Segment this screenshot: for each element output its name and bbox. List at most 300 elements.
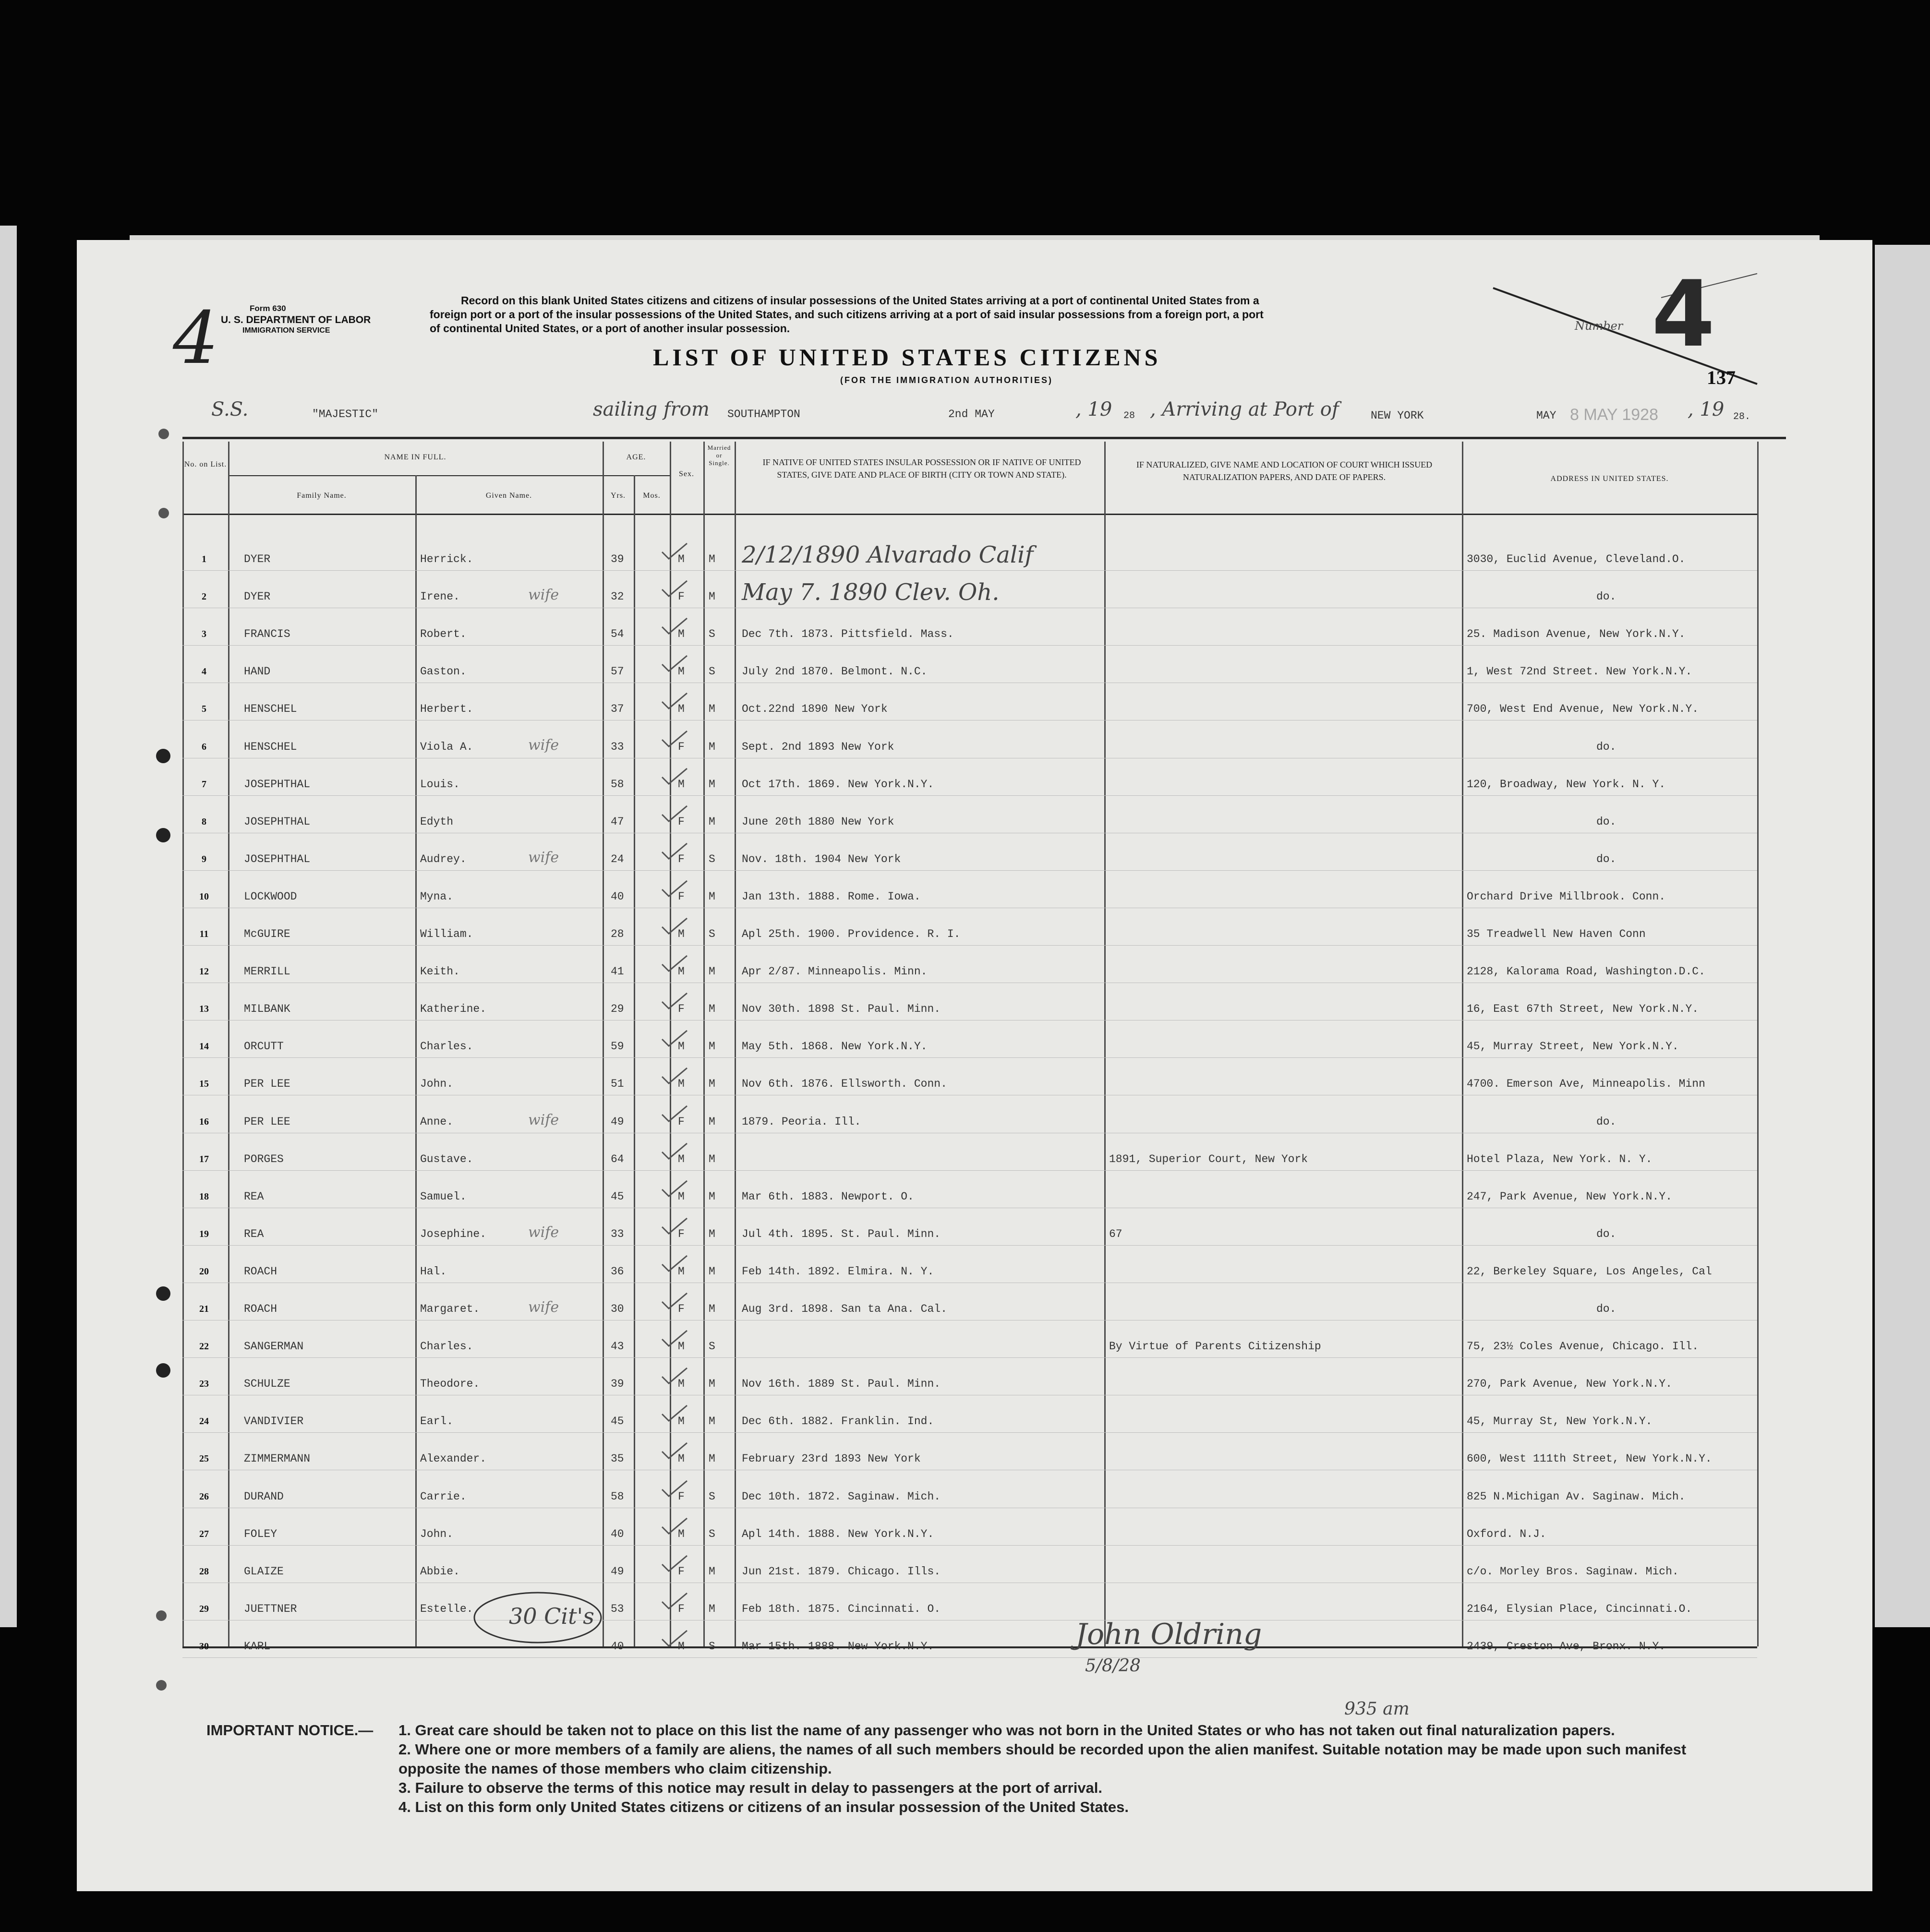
check-mark-icon	[660, 804, 689, 823]
family-name: VANDIVIER	[244, 1415, 304, 1428]
married-single: M	[709, 778, 715, 791]
important-notice	[398, 1721, 1704, 1817]
us-address: 4700. Emerson Ave, Minneapolis. Minn	[1467, 1078, 1705, 1090]
family-name: HAND	[244, 665, 271, 678]
married-single: M	[709, 1228, 715, 1240]
check-mark-icon	[660, 1104, 689, 1123]
given-name: Samuel.	[420, 1190, 467, 1203]
family-name: DYER	[244, 553, 271, 565]
wife-note: wife	[528, 1224, 559, 1241]
given-name: John.	[420, 1078, 454, 1090]
row-number: 5	[202, 704, 206, 714]
row-rule	[182, 945, 1757, 946]
family-name: ROACH	[244, 1303, 277, 1315]
birth-date-place: Oct.22nd 1890 New York	[742, 703, 888, 715]
sex: M	[678, 628, 685, 640]
row-number: 3	[202, 629, 206, 639]
check-mark-icon	[660, 1029, 689, 1048]
given-name: Herbert.	[420, 703, 473, 715]
form-subtitle: (FOR THE IMMIGRATION AUTHORITIES)	[840, 375, 1053, 385]
row-number: 21	[199, 1304, 209, 1314]
col-divider	[735, 442, 736, 1646]
check-mark-icon	[660, 1254, 689, 1273]
us-address: 22, Berkeley Square, Los Angeles, Cal	[1467, 1265, 1712, 1278]
birth-date-place: Dec 10th. 1872. Saginaw. Mich.	[742, 1490, 941, 1503]
us-address: do.	[1596, 853, 1616, 865]
given-name: Hal.	[420, 1265, 447, 1278]
sex: M	[678, 1265, 685, 1278]
age-years: 64	[611, 1153, 624, 1165]
header-months: Mos.	[643, 492, 661, 500]
binder-hole	[156, 1680, 167, 1691]
given-name: Charles.	[420, 1040, 473, 1053]
age-years: 45	[611, 1190, 624, 1203]
header-given-name: Given Name.	[485, 492, 532, 500]
sex: F	[678, 816, 685, 828]
row-number: 12	[199, 966, 209, 977]
departure-port: SOUTHAMPTON	[727, 408, 800, 420]
us-address: 25. Madison Avenue, New York.N.Y.	[1467, 628, 1686, 640]
sex: F	[678, 1565, 685, 1578]
sex: F	[678, 1116, 685, 1128]
family-name: McGUIRE	[244, 928, 290, 940]
birth-date-place: Feb 14th. 1892. Elmira. N. Y.	[742, 1265, 934, 1278]
sex: F	[678, 1228, 685, 1240]
check-mark-icon	[660, 1516, 689, 1536]
given-name: Josephine.	[420, 1228, 487, 1240]
sex: M	[678, 553, 685, 565]
sex: M	[678, 1190, 685, 1203]
arrival-date-stamp: 8 MAY 1928	[1570, 406, 1658, 424]
age-years: 40	[611, 1528, 624, 1540]
wife-note: wife	[528, 1112, 559, 1128]
family-name: SANGERMAN	[244, 1340, 304, 1353]
us-address: 3030, Euclid Avenue, Cleveland.O.	[1467, 553, 1686, 565]
check-mark-icon	[660, 616, 689, 636]
row-number: 18	[199, 1191, 209, 1202]
married-single: M	[709, 1603, 715, 1615]
us-address: 45, Murray Street, New York.N.Y.	[1467, 1040, 1679, 1053]
check-mark-icon	[660, 1291, 689, 1310]
family-name: REA	[244, 1228, 264, 1240]
age-years: 30	[611, 1303, 624, 1315]
us-address: do.	[1596, 1228, 1616, 1240]
us-address: 2164, Elysian Place, Cincinnati.O.	[1467, 1603, 1692, 1615]
table-top-rule	[182, 437, 1786, 439]
naturalization: 67	[1109, 1228, 1122, 1240]
arrival-month: MAY	[1536, 409, 1556, 422]
given-name: Gaston.	[420, 665, 467, 678]
family-name: KARL	[244, 1640, 271, 1653]
age-years: 49	[611, 1565, 624, 1578]
adjacent-page-left	[0, 226, 17, 1627]
binder-hole	[158, 508, 169, 518]
inspector-code: 935 am	[1344, 1699, 1410, 1719]
row-rule	[182, 1357, 1757, 1358]
check-mark-icon	[660, 691, 689, 710]
age-years: 47	[611, 816, 624, 828]
us-address: do.	[1596, 1303, 1616, 1315]
family-name: ORCUTT	[244, 1040, 284, 1053]
row-number: 25	[199, 1453, 209, 1464]
given-name: William.	[420, 928, 473, 940]
binder-hole	[156, 749, 170, 763]
check-mark-icon	[660, 1441, 689, 1460]
sex: F	[678, 1490, 685, 1503]
birth-date-place: Aug 3rd. 1898. San ta Ana. Cal.	[742, 1303, 947, 1315]
family-name: REA	[244, 1190, 264, 1203]
age-years: 33	[611, 741, 624, 753]
family-name: PER LEE	[244, 1116, 290, 1128]
birth-date-place: 1879. Peoria. Ill.	[742, 1116, 861, 1128]
binder-hole	[156, 1363, 170, 1378]
year-label-1: , 19	[1075, 398, 1112, 420]
age-years: 43	[611, 1340, 624, 1353]
age-years: 57	[611, 665, 624, 678]
notice-item-1: 1. Great care should be taken not to place on this list the name of any passenger who was not born in the United States or who has not taken out final naturalization papers.	[398, 1722, 1615, 1739]
binder-hole	[158, 429, 169, 439]
age-subheader-rule	[603, 475, 670, 476]
row-number: 7	[202, 779, 206, 790]
us-address: do.	[1596, 816, 1616, 828]
married-single: M	[709, 1303, 715, 1315]
given-name: Earl.	[420, 1415, 454, 1428]
header-sex: Sex.	[679, 470, 694, 478]
family-name: FOLEY	[244, 1528, 277, 1540]
row-number: 29	[199, 1604, 209, 1614]
age-years: 35	[611, 1452, 624, 1465]
sex: M	[678, 778, 685, 791]
family-name: GLAIZE	[244, 1565, 284, 1578]
birth-date-place: May 7. 1890 Clev. Oh.	[742, 579, 1000, 606]
row-number: 14	[199, 1041, 209, 1052]
birth-date-place: Jan 13th. 1888. Rome. Iowa.	[742, 890, 921, 903]
check-mark-icon	[660, 991, 689, 1010]
row-number: 22	[199, 1341, 209, 1352]
notice-item-4: 4. List on this form only United States citizens or citizens of an insular possession of the United States.	[398, 1799, 1129, 1815]
age-years: 29	[611, 1003, 624, 1015]
birth-date-place: February 23rd 1893 New York	[742, 1452, 921, 1465]
age-years: 36	[611, 1265, 624, 1278]
given-name: Charles.	[420, 1340, 473, 1353]
row-number: 9	[202, 854, 206, 864]
sex: M	[678, 1452, 685, 1465]
married-single: M	[709, 965, 715, 978]
family-name: DYER	[244, 590, 271, 603]
sex: F	[678, 741, 685, 753]
margin-mark: 4	[173, 297, 219, 380]
col-divider	[703, 442, 705, 1646]
sex: F	[678, 590, 685, 603]
married-single: M	[709, 1116, 715, 1128]
header-address: ADDRESS IN UNITED STATES.	[1550, 475, 1669, 483]
sex: F	[678, 1303, 685, 1315]
check-mark-icon	[660, 1366, 689, 1385]
given-name: Katherine.	[420, 1003, 487, 1015]
age-years: 45	[611, 1415, 624, 1428]
birth-date-place: Oct 17th. 1869. New York.N.Y.	[742, 778, 934, 791]
given-name: Keith.	[420, 965, 460, 978]
us-address: do.	[1596, 590, 1616, 603]
given-name: Carrie.	[420, 1490, 467, 1503]
row-number: 15	[199, 1079, 209, 1089]
sailing-year: 28	[1123, 410, 1135, 421]
us-address: 700, West End Avenue, New York.N.Y.	[1467, 703, 1699, 715]
us-address: 75, 23½ Coles Avenue, Chicago. Ill.	[1467, 1340, 1699, 1353]
header-birth: IF NATIVE OF UNITED STATES INSULAR POSSESSION OR IF NATIVE OF UNITED STATES, GIVE DATE AND PLACE OF BIRTH (CITY OR TOWN AND STATE).	[762, 457, 1081, 480]
married-single: M	[709, 816, 715, 828]
age-years: 41	[611, 965, 624, 978]
row-number: 19	[199, 1229, 209, 1239]
family-name: JOSEPHTHAL	[244, 853, 311, 865]
us-address: 600, West 111th Street, New York.N.Y.	[1467, 1452, 1712, 1465]
inspector-date: 5/8/28	[1085, 1656, 1141, 1676]
given-name: Herrick.	[420, 553, 473, 565]
row-rule	[182, 1657, 1757, 1658]
header-bottom-rule	[182, 514, 1757, 515]
header-age: AGE.	[626, 453, 646, 461]
check-mark-icon	[660, 541, 689, 561]
citizen-count-note: 30 Cit's	[509, 1603, 594, 1629]
row-number: 30	[199, 1641, 209, 1652]
given-name: Robert.	[420, 628, 467, 640]
family-name: ROACH	[244, 1265, 277, 1278]
check-mark-icon	[660, 729, 689, 748]
birth-date-place: Feb 18th. 1875. Cincinnati. O.	[742, 1603, 941, 1615]
row-number: 23	[199, 1379, 209, 1389]
given-name: Louis.	[420, 778, 460, 791]
birth-date-place: Nov 30th. 1898 St. Paul. Minn.	[742, 1003, 941, 1015]
birth-date-place: July 2nd 1870. Belmont. N.C.	[742, 665, 928, 678]
row-rule	[182, 645, 1757, 646]
us-address: 45, Murray St, New York.N.Y.	[1467, 1415, 1653, 1428]
sex: F	[678, 890, 685, 903]
given-name: Abbie.	[420, 1565, 460, 1578]
header-years: Yrs.	[610, 492, 626, 500]
row-rule	[182, 870, 1757, 871]
married-single: M	[709, 1003, 715, 1015]
given-name: Irene.	[420, 590, 460, 603]
birth-date-place: Nov 6th. 1876. Ellsworth. Conn.	[742, 1078, 947, 1090]
married-single: S	[709, 928, 715, 940]
age-years: 24	[611, 853, 624, 865]
sex: F	[678, 853, 685, 865]
age-years: 37	[611, 703, 624, 715]
wife-note: wife	[528, 587, 559, 603]
form-number: Form 630	[250, 304, 286, 313]
sex: M	[678, 1040, 685, 1053]
family-name: MILBANK	[244, 1003, 290, 1015]
service-label: IMMIGRATION SERVICE	[242, 326, 330, 335]
birth-date-place: Jun 21st. 1879. Chicago. Ills.	[742, 1565, 941, 1578]
arrival-port: NEW YORK	[1371, 409, 1424, 422]
given-name: Anne.	[420, 1116, 454, 1128]
col-divider	[228, 442, 229, 1646]
given-name: John.	[420, 1528, 454, 1540]
sex: M	[678, 1378, 685, 1390]
row-rule	[182, 1432, 1757, 1433]
age-years: 54	[611, 628, 624, 640]
married-single: S	[709, 665, 715, 678]
age-years: 39	[611, 553, 624, 565]
col-divider	[1757, 442, 1759, 1646]
check-mark-icon	[660, 954, 689, 973]
binder-hole	[156, 1286, 170, 1301]
sex: M	[678, 1340, 685, 1353]
check-mark-icon	[660, 1404, 689, 1423]
year-label-2: , 19	[1688, 398, 1725, 420]
arriving-label: , Arriving at Port of	[1150, 398, 1339, 420]
col-divider	[1104, 442, 1106, 1646]
check-mark-icon	[660, 916, 689, 936]
check-mark-icon	[660, 1479, 689, 1498]
family-name: DURAND	[244, 1490, 284, 1503]
given-name: Margaret.	[420, 1303, 480, 1315]
age-years: 40	[611, 1640, 624, 1653]
married-single: M	[709, 741, 715, 753]
us-address: 1, West 72nd Street. New York.N.Y.	[1467, 665, 1692, 678]
given-name: Theodore.	[420, 1378, 480, 1390]
family-name: PER LEE	[244, 1078, 290, 1090]
check-mark-icon	[660, 1629, 689, 1648]
sex: M	[678, 1078, 685, 1090]
sailing-date: 2nd MAY	[948, 408, 995, 420]
check-mark-icon	[660, 1554, 689, 1573]
family-name: HENSCHEL	[244, 741, 297, 753]
birth-date-place: Apl 14th. 1888. New York.N.Y.	[742, 1528, 934, 1540]
birth-date-place: Nov 16th. 1889 St. Paul. Minn.	[742, 1378, 941, 1390]
age-years: 39	[611, 1378, 624, 1390]
family-name: JOSEPHTHAL	[244, 816, 311, 828]
family-name: FRANCIS	[244, 628, 290, 640]
header-naturalization: IF NATURALIZED, GIVE NAME AND LOCATION OF COURT WHICH ISSUED NATURALIZATION PAPERS, AND DATE OF PAPERS.	[1136, 460, 1433, 482]
check-mark-icon	[660, 1591, 689, 1610]
instruction-line-1: Record on this blank United States citizens and citizens of insular possessions of the United States arriving at a port of continental United States from a	[461, 294, 1259, 307]
col-divider	[603, 442, 604, 1646]
us-address: c/o. Morley Bros. Saginaw. Mich.	[1467, 1565, 1679, 1578]
row-number: 17	[199, 1154, 209, 1164]
birth-date-place: Sept. 2nd 1893 New York	[742, 741, 894, 753]
row-number: 8	[202, 816, 206, 827]
married-single: M	[709, 553, 715, 565]
birth-date-place: Apr 2/87. Minneapolis. Minn.	[742, 965, 928, 978]
age-years: 33	[611, 1228, 624, 1240]
married-single: M	[709, 1378, 715, 1390]
sex: M	[678, 703, 685, 715]
birth-date-place: May 5th. 1868. New York.N.Y.	[742, 1040, 928, 1053]
birth-date-place: Jul 4th. 1895. St. Paul. Minn.	[742, 1228, 941, 1240]
check-mark-icon	[660, 767, 689, 786]
age-years: 32	[611, 590, 624, 603]
check-mark-icon	[660, 1179, 689, 1198]
married-single: M	[709, 590, 715, 603]
married-single: M	[709, 1265, 715, 1278]
row-rule	[182, 1545, 1757, 1546]
us-address: do.	[1596, 1116, 1616, 1128]
birth-date-place: Mar 6th. 1883. Newport. O.	[742, 1190, 914, 1203]
given-name: Audrey.	[420, 853, 467, 865]
birth-date-place: Dec 6th. 1882. Franklin. Ind.	[742, 1415, 934, 1428]
row-number: 28	[199, 1566, 209, 1577]
ship-name: "MAJESTIC"	[312, 408, 379, 420]
row-rule	[182, 1170, 1757, 1171]
age-years: 58	[611, 778, 624, 791]
row-number: 13	[199, 1004, 209, 1014]
sex: M	[678, 665, 685, 678]
married-single: S	[709, 1528, 715, 1540]
row-number: 2	[202, 591, 206, 602]
check-mark-icon	[660, 654, 689, 673]
binder-hole	[156, 1610, 167, 1621]
row-rule	[182, 795, 1757, 796]
married-single: M	[709, 1153, 715, 1165]
sex: M	[678, 1640, 685, 1653]
us-address: 825 N.Michigan Av. Saginaw. Mich.	[1467, 1490, 1686, 1503]
us-address: 2439, Creston Ave, Bronx. N.Y.	[1467, 1640, 1666, 1653]
married-single: M	[709, 1040, 715, 1053]
inspector-signature: John Oldring	[1075, 1618, 1262, 1651]
sex: M	[678, 928, 685, 940]
instruction-line-3: of continental United States, or a port of another insular possession.	[430, 322, 790, 335]
birth-date-place: June 20th 1880 New York	[742, 816, 894, 828]
us-address: 270, Park Avenue, New York.N.Y.	[1467, 1378, 1672, 1390]
us-address: 247, Park Avenue, New York.N.Y.	[1467, 1190, 1672, 1203]
number-label: Number	[1575, 319, 1623, 333]
row-number: 20	[199, 1266, 209, 1277]
us-address: 120, Broadway, New York. N. Y.	[1467, 778, 1666, 791]
family-name: LOCKWOOD	[244, 890, 297, 903]
us-address: 35 Treadwell New Haven Conn	[1467, 928, 1646, 940]
birth-date-place: Dec 7th. 1873. Pittsfield. Mass.	[742, 628, 954, 640]
married-single: S	[709, 1340, 715, 1353]
row-rule	[182, 570, 1757, 571]
instruction-text	[430, 294, 1264, 336]
married-single: M	[709, 1452, 715, 1465]
birth-date-place: Nov. 18th. 1904 New York	[742, 853, 901, 865]
age-years: 58	[611, 1490, 624, 1503]
check-mark-icon	[660, 1066, 689, 1085]
age-years: 49	[611, 1116, 624, 1128]
check-mark-icon	[660, 1329, 689, 1348]
given-name: Edyth	[420, 816, 454, 828]
given-name: Gustave.	[420, 1153, 473, 1165]
check-mark-icon	[660, 579, 689, 598]
col-divider	[634, 475, 635, 1646]
ss-label: S.S.	[211, 398, 249, 420]
binder-hole	[156, 828, 170, 842]
sailing-from-label: sailing from	[593, 398, 710, 420]
form-title: LIST OF UNITED STATES CITIZENS	[653, 344, 1161, 371]
married-single: M	[709, 1190, 715, 1203]
us-address: Oxford. N.J.	[1467, 1528, 1546, 1540]
row-number: 6	[202, 742, 206, 752]
sex: F	[678, 1603, 685, 1615]
family-name: HENSCHEL	[244, 703, 297, 715]
check-mark-icon	[660, 1216, 689, 1236]
instruction-line-2: foreign port or a port of the insular possessions of the United States, and such citizens arriving at a port of said insular possessions from a foreign port, a port	[430, 308, 1264, 321]
age-years: 40	[611, 890, 624, 903]
married-single: S	[709, 1490, 715, 1503]
sex: M	[678, 1415, 685, 1428]
notice-label: IMPORTANT NOTICE.—	[206, 1722, 374, 1739]
sex: M	[678, 965, 685, 978]
family-name: JUETTNER	[244, 1603, 297, 1615]
header-name-in-full: NAME IN FULL.	[384, 453, 446, 461]
naturalization: 1891, Superior Court, New York	[1109, 1153, 1308, 1165]
check-mark-icon	[660, 879, 689, 898]
row-number: 24	[199, 1416, 209, 1427]
us-address: 2128, Kalorama Road, Washington.D.C.	[1467, 965, 1705, 978]
